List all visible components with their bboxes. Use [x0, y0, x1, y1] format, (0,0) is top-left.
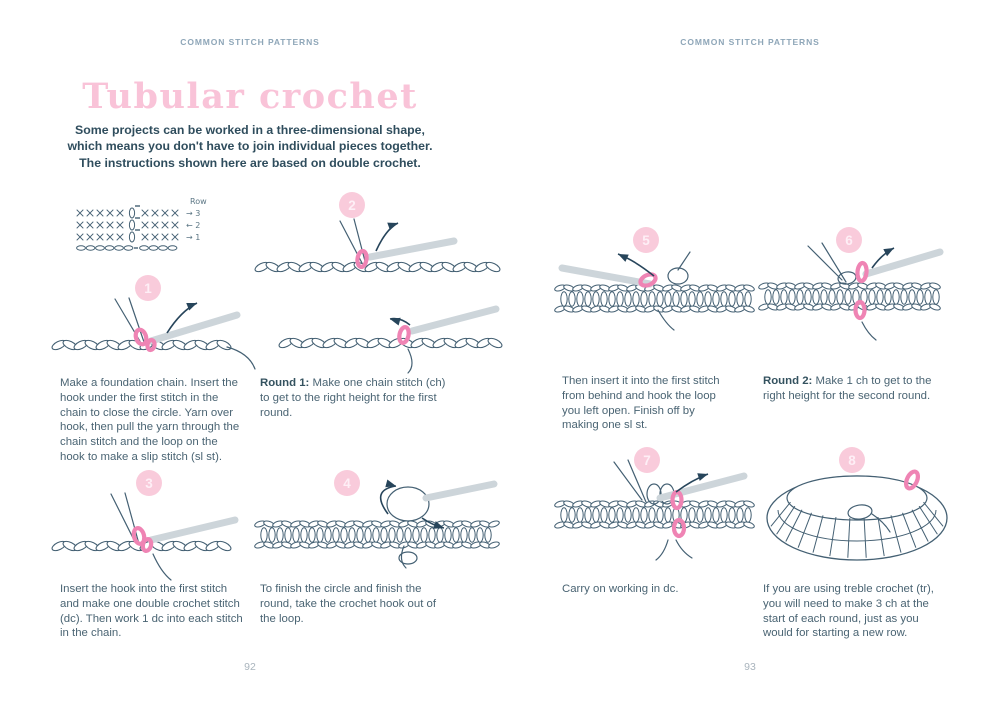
page-number-right: 93 [744, 661, 756, 673]
intro-line-3: The instructions shown here are based on double crochet. [79, 155, 421, 170]
step-4-number: 4 [334, 470, 360, 496]
diagram-row-2-mark: ← 2 [186, 221, 201, 230]
step-7-illustration [558, 456, 758, 561]
stitch-chart-diagram [72, 193, 217, 257]
step-7-caption: Carry on working in dc. [562, 583, 679, 595]
diagram-row-3-mark: → 3 [186, 209, 201, 218]
step-4-caption: To finish the circle and finish the round, take the crochet hook out of the loop. [260, 583, 437, 625]
step-5-caption: Then insert it into the first stitch from behind and hook the loop you left open. Finish off by making one sl st. [562, 375, 720, 432]
step-6-number: 6 [836, 227, 862, 253]
intro-line-2: which means you don't have to join individual pieces together. [67, 139, 433, 154]
step-3-caption: Insert the hook into the first stitch and make one double crochet stitch (dc). Then work 1 dc into each stitch in the chain. [60, 583, 243, 640]
step-1-number: 1 [135, 275, 161, 301]
page-title: Tubular crochet [82, 76, 418, 117]
step-5-illustration [558, 248, 758, 343]
running-header-left: COMMON STITCH PATTERNS [180, 37, 320, 47]
step-8-illustration [762, 452, 952, 577]
step-2-caption: Round 1: Make one chain stitch (ch) to get to the right height for the first round. [260, 377, 446, 419]
step-3-number: 3 [136, 470, 162, 496]
intro-line-1: Some projects can be worked in a three-dimensional shape, [75, 123, 425, 137]
step-6-illustration [762, 240, 947, 345]
step-7-number: 7 [634, 447, 660, 473]
intro-text [30, 122, 470, 171]
step-8-number: 8 [839, 447, 865, 473]
step-6-caption: Round 2: Make 1 ch to get to the right height for the second round. [763, 375, 932, 402]
diagram-row-1-mark: → 1 [186, 233, 201, 242]
step-1-illustration [55, 295, 245, 375]
step-1-caption: Make a foundation chain. Insert the hook under the first stitch in the chain to close the circle. Yarn over hook, then pull the yarn through the chain stitch and the loop on the hook to make a slip stitch (sl st). [60, 377, 240, 464]
diagram-row-label: Row [190, 197, 207, 206]
step-2-illustration [258, 215, 500, 370]
step-5-number: 5 [633, 227, 659, 253]
step-4-illustration [258, 482, 500, 577]
step-3-illustration [55, 490, 245, 575]
step-2-number: 2 [339, 192, 365, 218]
page-number-left: 92 [244, 661, 256, 673]
step-8-caption: If you are using treble crochet (tr), you will need to make 3 ch at the start of each round, just as you would for starting a new row. [763, 583, 934, 640]
running-header-right: COMMON STITCH PATTERNS [680, 37, 820, 47]
